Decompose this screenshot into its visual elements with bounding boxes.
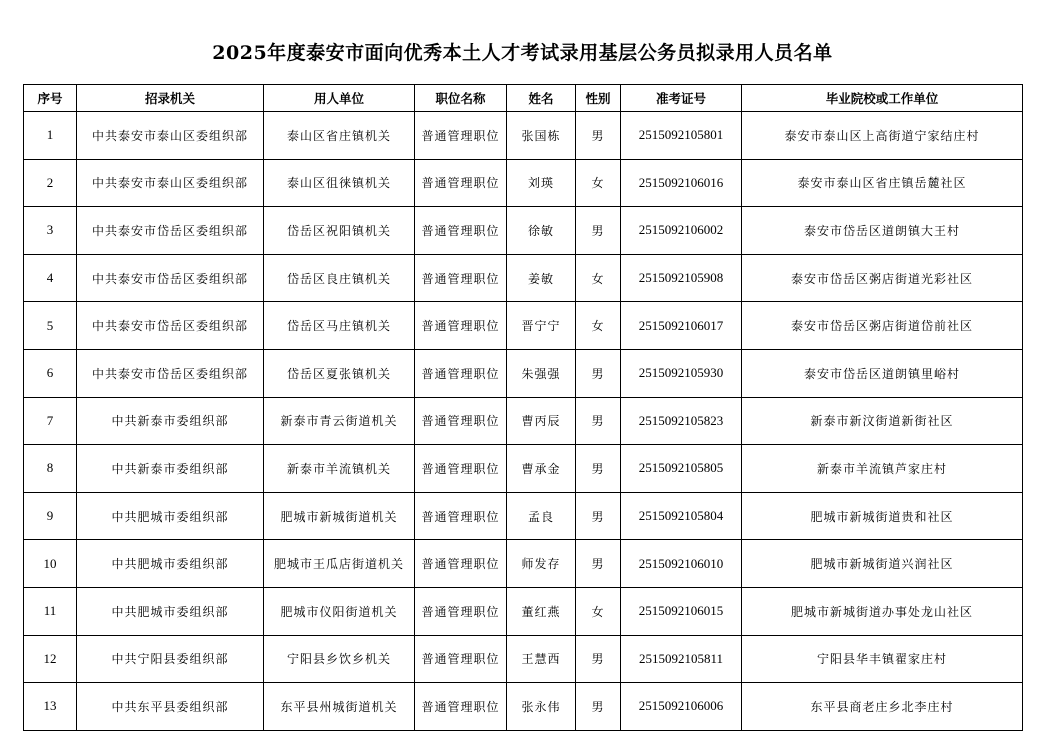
employer-unit-cell: 岱岳区祝阳镇机关 [264,207,415,255]
table-row [24,349,1023,397]
school-or-workplace-cell: 肥城市新城街道兴润社区 [742,540,1023,588]
index-cell: 5 [24,302,77,350]
index-cell: 13 [24,683,77,731]
gender-cell: 男 [576,112,621,160]
position-cell: 普通管理职位 [415,492,507,540]
name-cell: 朱强强 [507,349,576,397]
employer-unit-cell: 宁阳县乡饮乡机关 [264,635,415,683]
position-cell: 普通管理职位 [415,207,507,255]
gender-cell: 女 [576,254,621,302]
table-row [24,207,1023,255]
table-row [24,254,1023,302]
table-row [24,635,1023,683]
index-cell: 3 [24,207,77,255]
name-cell: 曹丙辰 [507,397,576,445]
exam-number-cell: 2515092105930 [621,349,742,397]
table-row [24,492,1023,540]
exam-number-cell: 2515092105801 [621,112,742,160]
table-row [24,302,1023,350]
header-cell-index: 序号 [24,85,77,112]
employer-unit-cell: 泰山区省庄镇机关 [264,112,415,160]
position-cell: 普通管理职位 [415,254,507,302]
employer-unit-cell: 肥城市仪阳街道机关 [264,587,415,635]
header-cell-employer-unit: 用人单位 [264,85,415,112]
position-cell: 普通管理职位 [415,540,507,588]
name-cell: 姜敏 [507,254,576,302]
name-cell: 刘瑛 [507,159,576,207]
school-or-workplace-cell: 泰安市岱岳区粥店街道光彩社区 [742,254,1023,302]
recruiting-agency-cell: 中共新泰市委组织部 [77,397,264,445]
name-cell: 孟良 [507,492,576,540]
index-cell: 8 [24,445,77,493]
employer-unit-cell: 岱岳区马庄镇机关 [264,302,415,350]
name-cell: 张永伟 [507,683,576,731]
position-cell: 普通管理职位 [415,349,507,397]
recruiting-agency-cell: 中共宁阳县委组织部 [77,635,264,683]
gender-cell: 女 [576,587,621,635]
recruiting-agency-cell: 中共肥城市委组织部 [77,587,264,635]
exam-number-cell: 2515092105804 [621,492,742,540]
exam-number-cell: 2515092105811 [621,635,742,683]
table-row [24,683,1023,731]
table-row [24,445,1023,493]
header-cell-exam-number: 准考证号 [621,85,742,112]
exam-number-cell: 2515092105823 [621,397,742,445]
exam-number-cell: 2515092106010 [621,540,742,588]
personnel-table [23,84,1023,731]
index-cell: 9 [24,492,77,540]
recruiting-agency-cell: 中共新泰市委组织部 [77,445,264,493]
header-row [24,85,1023,112]
index-cell: 1 [24,112,77,160]
position-cell: 普通管理职位 [415,112,507,160]
employer-unit-cell: 岱岳区夏张镇机关 [264,349,415,397]
index-cell: 6 [24,349,77,397]
index-cell: 2 [24,159,77,207]
gender-cell: 男 [576,349,621,397]
employer-unit-cell: 肥城市王瓜店街道机关 [264,540,415,588]
school-or-workplace-cell: 泰安市泰山区上高街道宁家结庄村 [742,112,1023,160]
exam-number-cell: 2515092106006 [621,683,742,731]
gender-cell: 男 [576,207,621,255]
header-cell-gender: 性别 [576,85,621,112]
recruiting-agency-cell: 中共肥城市委组织部 [77,492,264,540]
header-cell-recruiting-agency: 招录机关 [77,85,264,112]
exam-number-cell: 2515092106002 [621,207,742,255]
position-cell: 普通管理职位 [415,587,507,635]
exam-number-cell: 2515092106015 [621,587,742,635]
exam-number-cell: 2515092105908 [621,254,742,302]
school-or-workplace-cell: 泰安市泰山区省庄镇岳麓社区 [742,159,1023,207]
recruiting-agency-cell: 中共泰安市岱岳区委组织部 [77,254,264,302]
employer-unit-cell: 新泰市羊流镇机关 [264,445,415,493]
exam-number-cell: 2515092106017 [621,302,742,350]
school-or-workplace-cell: 肥城市新城街道办事处龙山社区 [742,587,1023,635]
employer-unit-cell: 肥城市新城街道机关 [264,492,415,540]
school-or-workplace-cell: 泰安市岱岳区道朗镇里峪村 [742,349,1023,397]
recruiting-agency-cell: 中共泰安市岱岳区委组织部 [77,302,264,350]
exam-number-cell: 2515092105805 [621,445,742,493]
name-cell: 师发存 [507,540,576,588]
school-or-workplace-cell: 泰安市岱岳区粥店街道岱前社区 [742,302,1023,350]
gender-cell: 男 [576,445,621,493]
position-cell: 普通管理职位 [415,397,507,445]
employer-unit-cell: 泰山区徂徕镇机关 [264,159,415,207]
table-header [24,85,1023,112]
name-cell: 曹承金 [507,445,576,493]
position-cell: 普通管理职位 [415,445,507,493]
position-cell: 普通管理职位 [415,159,507,207]
gender-cell: 男 [576,683,621,731]
position-cell: 普通管理职位 [415,302,507,350]
index-cell: 7 [24,397,77,445]
page-title: 2025年度泰安市面向优秀本土人才考试录用基层公务员拟录用人员名单 [212,42,833,64]
recruiting-agency-cell: 中共肥城市委组织部 [77,540,264,588]
index-cell: 12 [24,635,77,683]
school-or-workplace-cell: 肥城市新城街道贵和社区 [742,492,1023,540]
name-cell: 张国栋 [507,112,576,160]
index-cell: 11 [24,587,77,635]
gender-cell: 男 [576,635,621,683]
table-row [24,540,1023,588]
exam-number-cell: 2515092106016 [621,159,742,207]
gender-cell: 男 [576,540,621,588]
gender-cell: 女 [576,159,621,207]
table-body [24,112,1023,731]
name-cell: 王慧西 [507,635,576,683]
recruiting-agency-cell: 中共东平县委组织部 [77,683,264,731]
name-cell: 徐敏 [507,207,576,255]
header-cell-position: 职位名称 [415,85,507,112]
school-or-workplace-cell: 宁阳县华丰镇翟家庄村 [742,635,1023,683]
name-cell: 董红燕 [507,587,576,635]
gender-cell: 男 [576,492,621,540]
position-cell: 普通管理职位 [415,683,507,731]
employer-unit-cell: 东平县州城街道机关 [264,683,415,731]
gender-cell: 男 [576,397,621,445]
school-or-workplace-cell: 新泰市羊流镇芦家庄村 [742,445,1023,493]
header-cell-school-or-workplace: 毕业院校或工作单位 [742,85,1023,112]
school-or-workplace-cell: 泰安市岱岳区道朗镇大王村 [742,207,1023,255]
table-row [24,397,1023,445]
table-row [24,587,1023,635]
recruiting-agency-cell: 中共泰安市岱岳区委组织部 [77,349,264,397]
table-row [24,159,1023,207]
employer-unit-cell: 新泰市青云街道机关 [264,397,415,445]
gender-cell: 女 [576,302,621,350]
position-cell: 普通管理职位 [415,635,507,683]
table-row [24,112,1023,160]
name-cell: 晋宁宁 [507,302,576,350]
recruiting-agency-cell: 中共泰安市岱岳区委组织部 [77,207,264,255]
employer-unit-cell: 岱岳区良庄镇机关 [264,254,415,302]
school-or-workplace-cell: 东平县商老庄乡北李庄村 [742,683,1023,731]
recruiting-agency-cell: 中共泰安市泰山区委组织部 [77,159,264,207]
recruiting-agency-cell: 中共泰安市泰山区委组织部 [77,112,264,160]
school-or-workplace-cell: 新泰市新汶街道新街社区 [742,397,1023,445]
index-cell: 10 [24,540,77,588]
index-cell: 4 [24,254,77,302]
header-cell-name: 姓名 [507,85,576,112]
